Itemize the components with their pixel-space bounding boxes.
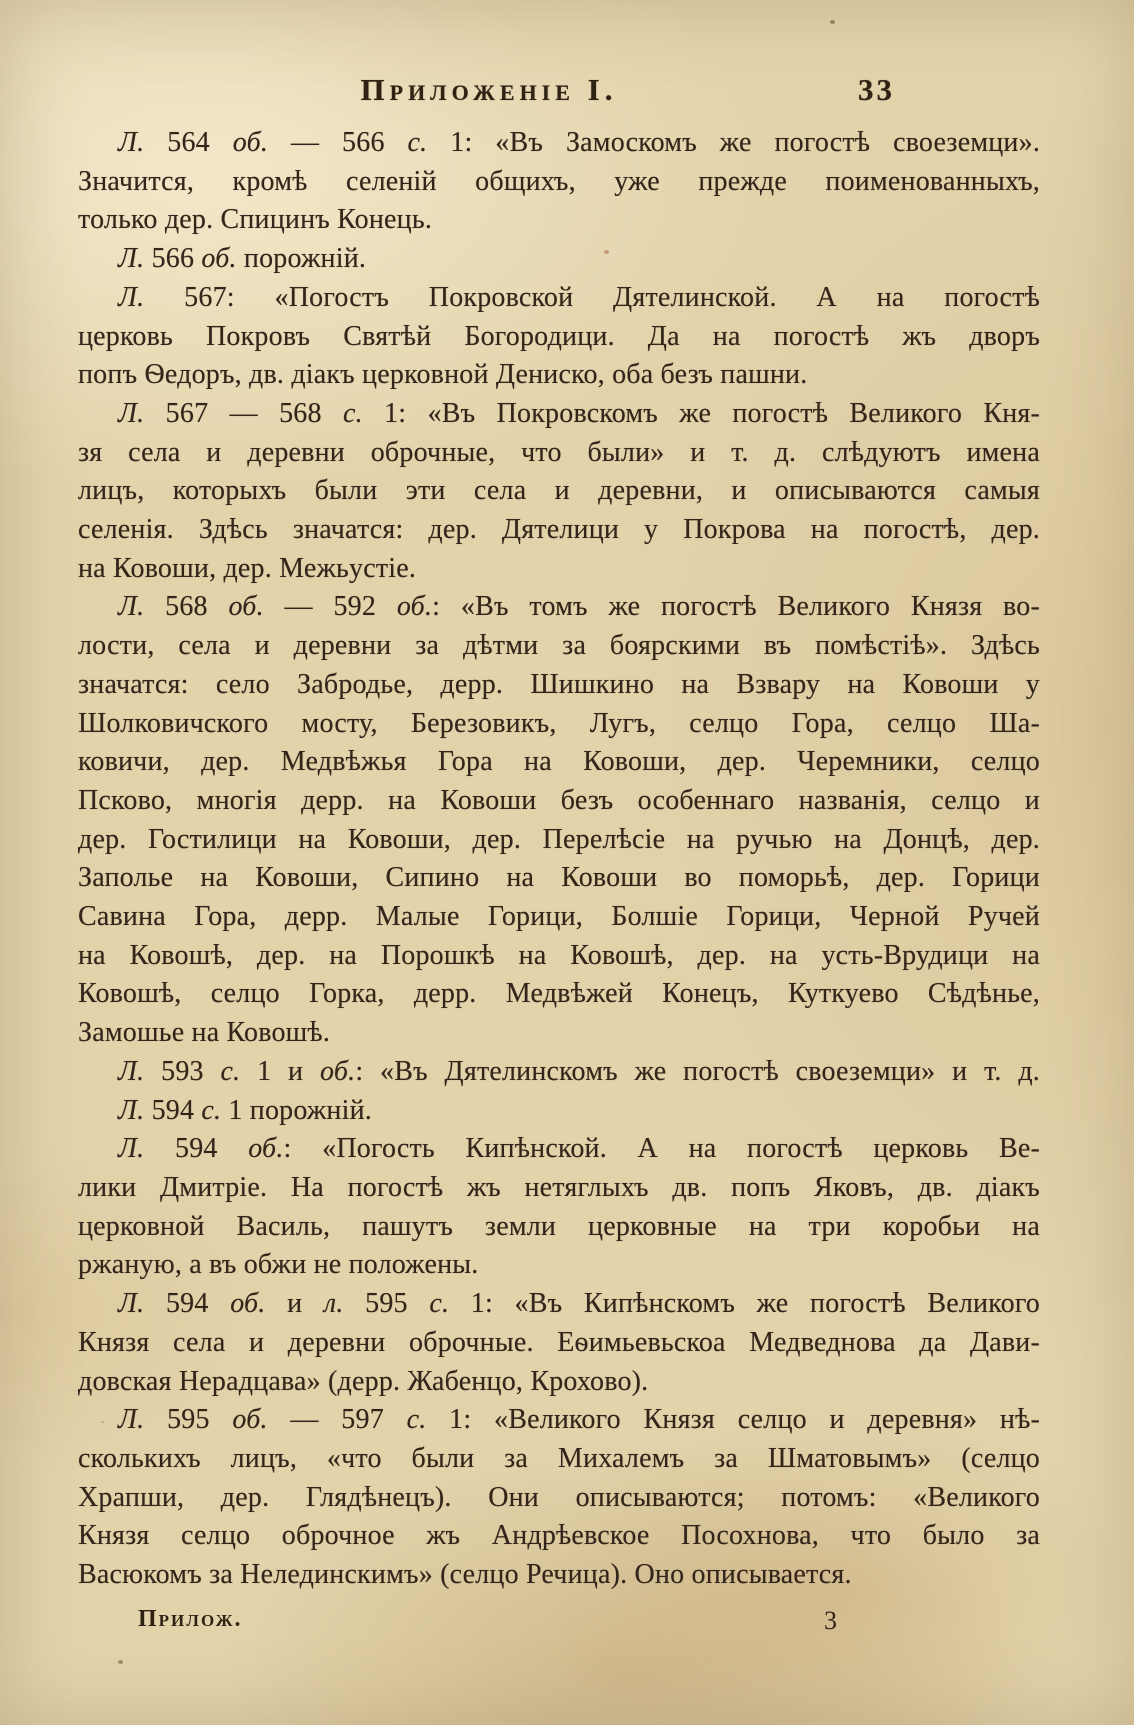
paragraph [78, 395, 1040, 589]
paragraph [78, 1130, 1040, 1285]
text-line: Замошье на Ковошѣ. [78, 1017, 331, 1049]
text-line: ковичи, дер. Медвѣжья Гора на Ковоши, дер. Черемники, селцо [78, 746, 1040, 778]
paper-speck [830, 20, 835, 24]
text-line: ржаную, а въ обжи не положены. [78, 1249, 479, 1281]
text-line: Л. 567 — 568 с. 1: «Въ Покровскомъ же погостѣ Великого Кня- [118, 397, 1040, 429]
text-line: только дер. Спицинъ Конець. [78, 204, 433, 236]
text-line: Л. 566 об. порожній. [118, 243, 367, 275]
text-line: Л. 594 с. 1 порожній. [118, 1094, 372, 1126]
text-line: лицъ, которыхъ были эти села и деревни, и описываются самыя [78, 475, 1040, 507]
text-line: Псково, многія дерр. на Ковоши безъ особеннаго названія, селцо и [78, 784, 1040, 816]
text-line: церковной Василь, пашутъ земли церковные на три коробьи на [78, 1210, 1040, 1242]
text-line: Л. 568 об. — 592 об.: «Въ томъ же погостѣ Великого Князя во- [118, 591, 1041, 623]
text-line: Л. 595 об. — 597 с. 1: «Великого Князя селцо и деревня» нѣ- [118, 1404, 1041, 1436]
text-line: довская Нерадцава» (дерр. Жабенцо, Крохово). [78, 1365, 649, 1397]
text-line: Значится, кромѣ селеній общихъ, уже прежде поименованныхъ, [78, 165, 1040, 197]
text-line: Л. 594 об.: «Погость Кипѣнской. А на погостѣ церковь Ве- [118, 1133, 1040, 1165]
text-line: Л. 564 об. — 566 с. 1: «Въ Замоскомъ же погостѣ своеземци». [118, 127, 1041, 158]
text-line: Васюкомъ за Нелединскимъ» (селцо Речица). Оно описывается. [78, 1559, 852, 1591]
paragraph [78, 1285, 1040, 1401]
text-line: Л. 593 с. 1 и об.: «Въ Дятелинскомъ же погостѣ своеземци» и т. д. [118, 1055, 1041, 1087]
text-line: Князя селцо оброчное жъ Андрѣевское Посохнова, что было за [78, 1520, 1040, 1552]
text-line: Ковошѣ, селцо Горка, дерр. Медвѣжей Конецъ, Куткуево Сѣдѣнье, [78, 978, 1040, 1010]
paragraph [78, 124, 1040, 240]
paragraph [78, 240, 1040, 279]
text-line: церковь Покровъ Святѣй Богородици. Да на погостѣ жъ дворъ [78, 320, 1040, 352]
body-text [78, 124, 1040, 1595]
text-line: на Ковошѣ, дер. на Порошкѣ на Ковошѣ, дер. на усть-Врудици на [78, 939, 1040, 971]
text-line: Л. 567: «Погостъ Покровской Дятелинской. А на погостѣ [118, 281, 1040, 313]
text-line: Храпши, дер. Глядѣнецъ). Они описываются; потомъ: «Великого [78, 1481, 1040, 1513]
text-line: лики Дмитріе. На погостѣ жъ нетяглыхъ дв. попъ Яковъ, дв. діакъ [78, 1171, 1040, 1203]
page-title: Приложеніе I. [360, 72, 618, 107]
paragraph [78, 1092, 1040, 1131]
text-line: сколькихъ лицъ, «что были за Михалемъ за Шматовымъ» (селцо [78, 1442, 1040, 1474]
paragraph [78, 1401, 1040, 1595]
page-footer [0, 1606, 1134, 1646]
text-line: Савина Гора, дерр. Малые Горици, Болшіе Горици, Черной Ручей [78, 901, 1040, 933]
text-line: лости, села и деревни за дѣтми за боярскими въ помѣстіѣ». Здѣсь [78, 630, 1040, 662]
text-line: Шолковичского мосту, Березовикъ, Лугъ, селцо Гора, селцо Ша- [78, 707, 1040, 739]
footer-signature: Прилож. [138, 1606, 243, 1632]
text-line: на Ковоши, дер. Межьустіе. [78, 552, 417, 584]
text-line: Заполье на Ковоши, Сипино на Ковоши во поморьѣ, дер. Горици [78, 862, 1040, 894]
text-line: значатся: село Забродье, дерр. Шишкино на Взвару на Ковоши у [78, 668, 1040, 700]
text-line: дер. Гостилици на Ковоши, дер. Перелѣсіе на ручью на Донцѣ, дер. [78, 823, 1040, 855]
paragraph [78, 279, 1040, 395]
page-number: 33 [858, 72, 895, 107]
paragraph [78, 1053, 1040, 1092]
footer-sheet-number: 3 [824, 1606, 837, 1635]
text-line: селенія. Здѣсь значатся: дер. Дятелици у Покрова на погостѣ, дер. [78, 514, 1040, 546]
text-line: зя села и деревни оброчные, что были» и т. д. слѣдуютъ имена [78, 436, 1040, 468]
paragraph [78, 588, 1040, 1052]
text-line: попъ Ѳедоръ, дв. діакъ церковной Дениско, оба безъ пашни. [78, 359, 808, 391]
text-line: Л. 594 об. и л. 595 с. 1: «Въ Кипѣнскомъ же погостѣ Великого [118, 1288, 1041, 1320]
text-line: Князя села и деревни оброчные. Еѳимьевьскоа Медведнова да Дави- [78, 1326, 1040, 1358]
